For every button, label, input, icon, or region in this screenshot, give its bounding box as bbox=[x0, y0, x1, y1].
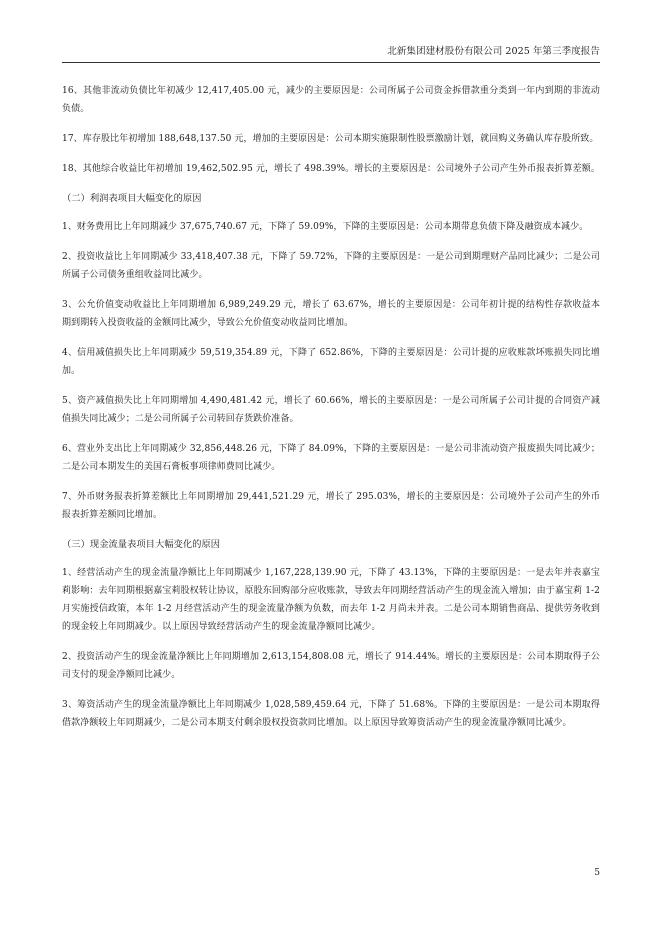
paragraph: 7、外币财务报表折算差额比上年同期增加 29,441,521.29 元，增长了 295.03%，增长的主要原因是：公司境外子公司产生的外币报表折算差额同比增加。 bbox=[62, 492, 600, 520]
paragraph: 3、公允价值变动收益比上年同期增加 6,989,249.29 元，增长了 63.67%，增长的主要原因是：公司年初计提的结构性存款收益本期到期转入投资收益的金额同比减少，导致公允价值变动收益同比增加。 bbox=[62, 300, 600, 328]
document-body bbox=[62, 82, 600, 744]
section-heading: （二）利润表项目大幅变化的原因 bbox=[62, 193, 202, 204]
paragraph: 3、筹资活动产生的现金流量净额比上年同期减少 1,028,589,459.64 元，下降了 51.68%。下降的主要原因是：一是公司本期取得借款净额较上年同期减少，二是公司本期支付剩余股权投资款同比增加。以上原因导致筹资活动产生的现金流量净额同比减少。 bbox=[62, 700, 600, 728]
paragraph: 4、信用减值损失比上年同期减少 59,519,354.89 元，下降了 652.86%，下降的主要原因是：公司计提的应收账款坏账损失同比增加。 bbox=[62, 348, 600, 376]
report-header: 北新集团建材股份有限公司 2025 年第三季度报告 bbox=[62, 46, 600, 63]
paragraph: 2、投资活动产生的现金流量净额比上年同期增加 2,613,154,808.08 元，增长了 914.44%。增长的主要原因是：公司本期取得子公司支付的现金净额同比减少。 bbox=[62, 652, 600, 680]
paragraph: 18、其他综合收益比年初增加 19,462,502.95 元，增长了 498.39%。增长的主要原因是：公司境外子公司产生外币报表折算差额。 bbox=[62, 164, 600, 174]
paragraph: 1、财务费用比上年同期减少 37,675,740.67 元，下降了 59.09%，下降的主要原因是：公司本期带息负债下降及融资成本减少。 bbox=[62, 222, 589, 232]
paragraph: 1、经营活动产生的现金流量净额比上年同期减少 1,167,228,139.90 元，下降了 43.13%，下降的主要原因是：一是去年并表嘉宝莉影响：去年同期根据嘉宝莉股权转让协议，原股东回购部分应收账款，导致去年同期经营活动产生的现金流入增加；由于嘉宝莉 1-2 月实施授信政策，本年 1-2 月经营活动产生的现金流量净额为负数，而去年 1-2 月尚未并表。二是公司本期销售商品、提供劳务收到的现金较上年同期减少。以上原因导致经营活动产生的现金流量净额同比减少。 bbox=[62, 568, 600, 632]
page-number: 5 bbox=[594, 868, 600, 878]
paragraph: 6、营业外支出比上年同期减少 32,856,448.26 元，下降了 84.09%，下降的主要原因是：一是公司非流动资产报废损失同比减少；二是公司本期发生的美国石膏板事项律师费同比减少。 bbox=[62, 444, 600, 472]
section-heading: （三）现金流量表项目大幅变化的原因 bbox=[62, 539, 221, 550]
paragraph: 16、其他非流动负债比年初减少 12,417,405.00 元，减少的主要原因是：公司所属子公司资金拆借款重分类到一年内到期的非流动负债。 bbox=[62, 86, 600, 114]
paragraph: 5、资产减值损失比上年同期增加 4,490,481.42 元，增长了 60.66%，增长的主要原因是：一是公司所属子公司计提的合同资产减值损失同比减少；二是公司所属子公司转回存货跌价准备。 bbox=[62, 396, 600, 424]
paragraph: 17、库存股比年初增加 188,648,137.50 元，增加的主要原因是：公司本期实施限制性股票激励计划，就回购义务确认库存股所致。 bbox=[62, 134, 599, 144]
paragraph: 2、投资收益比上年同期减少 33,418,407.38 元，下降了 59.72%，下降的主要原因是：一是公司到期理财产品同比减少；二是公司所属子公司债务重组收益同比减少。 bbox=[62, 252, 600, 280]
